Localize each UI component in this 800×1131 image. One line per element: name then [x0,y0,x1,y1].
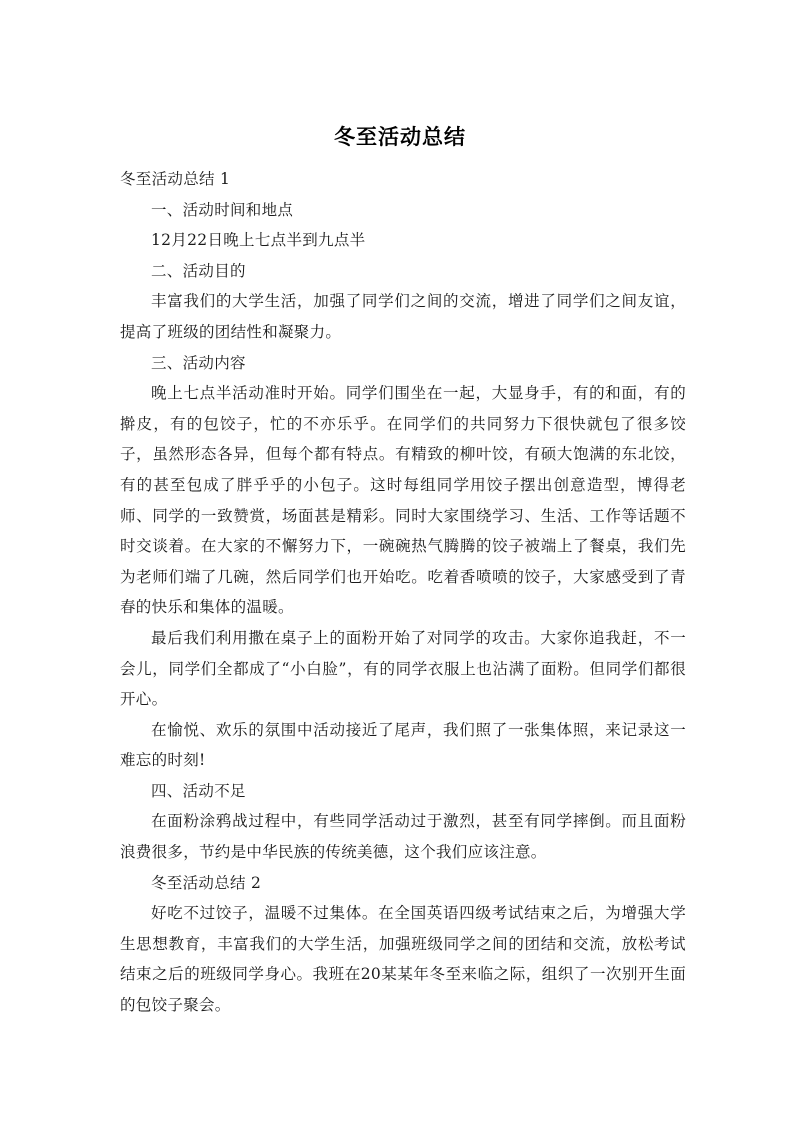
document-body [120,164,686,1021]
paragraph: 晚上七点半活动准时开始。同学们围坐在一起，大显身手，有的和面，有的擀皮，有的包饺子，忙的不亦乐乎。在同学们的共同努力下很快就包了很多饺子，虽然形态各异，但每个都有特点。有精致的柳叶饺，有硕大饱满的东北饺，有的甚至包成了胖乎乎的小包子。这时每组同学用饺子摆出创意造型，博得老师、同学的一致赞赏，场面甚是精彩。同时大家围绕学习、生活、工作等话题不时交谈着。在大家的不懈努力下，一碗碗热气腾腾的饺子被端上了餐桌，我们先为老师们端了几碗，然后同学们也开始吃。吃着香喷喷的饺子，大家感受到了青春的快乐和集体的温暖。 [120,384,686,617]
paragraph: 冬至活动总结 1 [120,170,231,188]
paragraph: 最后我们利用撒在桌子上的面粉开始了对同学的攻击。大家你追我赶，不一会儿，同学们全都成了“小白脸”，有的同学衣服上也沾满了面粉。但同学们都很开心。 [120,628,686,709]
paragraph: 四、活动不足 [151,781,246,800]
paragraph: 在愉悦、欢乐的氛围中活动接近了尾声，我们照了一张集体照，来记录这一难忘的时刻! [120,720,686,770]
paragraph: 12月22日晚上七点半到九点半 [151,231,366,250]
paragraph: 二、活动目的 [151,261,246,280]
paragraph: 好吃不过饺子，温暖不过集体。在全国英语四级考试结束之后，为增强大学生思想教育，丰富我们的大学生活，加强班级同学之间的团结和交流，放松考试结束之后的班级同学身心。我班在20某某年冬至来临之际，组织了一次别开生面的包饺子聚会。 [120,904,686,1015]
paragraph: 三、活动内容 [151,353,246,372]
paragraph: 在面粉涂鸦战过程中，有些同学活动过于激烈，甚至有同学摔倒。而且面粉浪费很多，节约是中华民族的传统美德，这个我们应该注意。 [120,812,686,862]
paragraph: 冬至活动总结 2 [151,873,262,892]
paragraph: 丰富我们的大学生活，加强了同学们之间的交流，增进了同学们之间友谊，提高了班级的团结性和凝聚力。 [120,292,686,341]
paragraph: 一、活动时间和地点 [151,200,294,219]
document-title: 冬至活动总结 [334,125,466,149]
